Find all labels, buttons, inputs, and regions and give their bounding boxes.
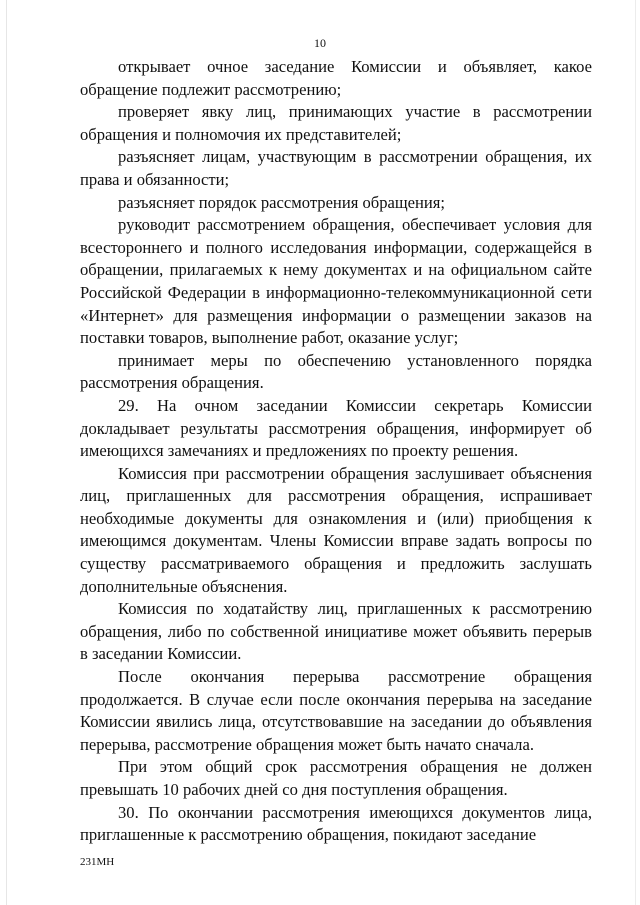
paragraph: 30. По окончании рассмотрения имеющихся документов лица, приглашенные к рассмотрению обращения, покидают заседание — [80, 802, 592, 845]
scan-edge-left — [6, 0, 7, 905]
paragraph: 29. На очном заседании Комиссии секретарь Комиссии докладывает результаты рассмотрения обращения, информирует об имеющихся замечаниях и предложениях по проекту решения. — [80, 395, 592, 461]
document-code: 231МН — [80, 856, 115, 868]
body-text — [80, 56, 592, 847]
scan-edge-right — [635, 0, 636, 905]
paragraph: Комиссия по ходатайству лиц, приглашенных к рассмотрению обращения, либо по собственной инициативе может объявить перерыв в заседании Комиссии. — [80, 599, 592, 664]
paragraph: разъясняет порядок рассмотрения обращения; — [118, 192, 446, 212]
paragraph: разъясняет лицам, участвующим в рассмотрении обращения, их права и обязанности; — [80, 147, 592, 189]
paragraph: руководит рассмотрением обращения, обеспечивает условия для всестороннего и полного исследования информации, содержащейся в обращении, прилагаемых к нему документах и на официальном сайте Российской Федерации в информационно-телекоммуникационной сети «Интернет» для размещения информации о размещении заказов на поставки товаров, выполнение работ, оказание услуг; — [80, 215, 592, 348]
paragraph: открывает очное заседание Комиссии и объявляет, какое обращение подлежит рассмотрению; — [80, 57, 592, 99]
paragraph: После окончания перерыва рассмотрение обращения продолжается. В случае если после окончания перерыва на заседание Комиссии явились лица, отсутствовавшие на заседании до объявления перерыва, рассмотрение обращения может быть начато сначала. — [80, 667, 592, 754]
paragraph: Комиссия при рассмотрении обращения заслушивает объяснения лиц, приглашенных для рассмотрения обращения, испрашивает необходимые документы для ознакомления и (или) приобщения к имеющимся документам. Члены Комиссии вправе задать вопросы по существу рассматриваемого обращения и предложить заслушать дополнительные объяснения. — [80, 463, 592, 596]
paragraph: принимает меры по обеспечению установленного порядка рассмотрения обращения. — [80, 350, 592, 393]
paragraph: При этом общий срок рассмотрения обращения не должен превышать 10 рабочих дней со дня поступления обращения. — [80, 757, 592, 799]
paragraph: проверяет явку лиц, принимающих участие в рассмотрении обращения и полномочия их представителей; — [80, 102, 592, 144]
page-number: 10 — [314, 36, 326, 50]
